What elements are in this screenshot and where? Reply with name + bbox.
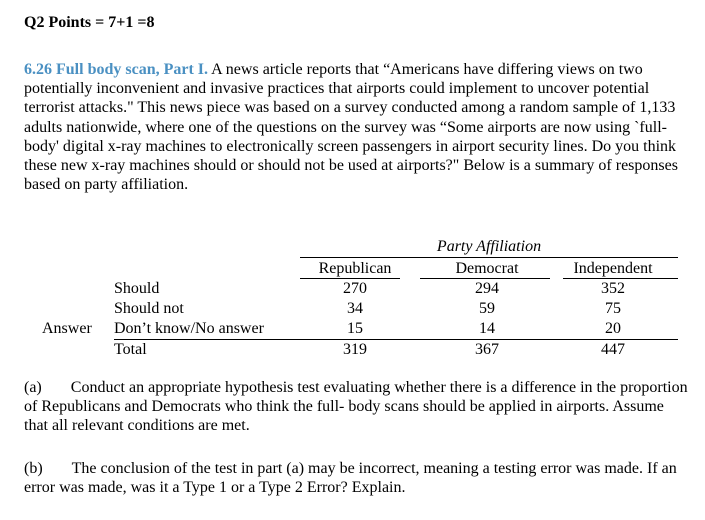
row-label-should: Should <box>114 280 160 297</box>
row-label-should-not: Should not <box>114 300 184 317</box>
row-label-dont-know: Don’t know/No answer <box>114 320 264 337</box>
cell-should-not-republican: 34 <box>347 300 363 317</box>
part-a-text: Conduct an appropriate hypothesis test evaluating whether there is a difference in the proportion of Republicans and Democrats who think the full- body scans should be applied in airports. Assume that all relevant conditions are met. <box>24 379 688 435</box>
part-b-label: (b) <box>24 460 43 477</box>
problem-paragraph <box>24 60 689 194</box>
table-divider-top <box>300 257 678 258</box>
cell-total-independent: 447 <box>601 341 625 358</box>
problem-body: A news article reports that “Americans have differing views on two potentially inconvenient and invasive practices that airports could implement to uncover potential terrorist attacks." This news piece was based on a survey conducted among a random sample of 1,133 adults nationwide, where one of the questions on the survey was “Some airports are now using `full-body' digital x-ray machines to electronically screen passengers in airport security lines. Do you think these new x-ray machines should or should not be used at airports?" Below is a summary of responses based on party affiliation. <box>24 61 678 194</box>
part-b <box>24 459 689 497</box>
part-a-label: (a) <box>24 379 42 396</box>
problem-label: 6.26 Full body scan, Part I. <box>24 61 209 78</box>
part-b-text: The conclusion of the test in part (a) may be incorrect, meaning a testing error was made. If an error was made, was it a Type 1 or a Type 2 Error? Explain. <box>24 460 677 497</box>
cell-should-republican: 270 <box>343 280 367 297</box>
row-group-label-answer: Answer <box>42 320 92 337</box>
column-header-independent: Independent <box>573 260 653 277</box>
question-heading: Q2 Points = 7+1 =8 <box>24 14 155 31</box>
cell-dont-know-independent: 20 <box>605 320 621 337</box>
cell-dont-know-republican: 15 <box>347 320 363 337</box>
cell-should-democrat: 294 <box>475 280 499 297</box>
cell-should-independent: 352 <box>601 280 625 297</box>
cell-should-not-democrat: 59 <box>479 300 495 317</box>
table-group-title: Party Affiliation <box>436 238 542 255</box>
cell-total-republican: 319 <box>343 341 367 358</box>
column-header-republican: Republican <box>318 260 392 277</box>
row-label-total: Total <box>114 341 147 358</box>
column-header-democrat: Democrat <box>455 260 519 277</box>
cell-dont-know-democrat: 14 <box>479 320 495 337</box>
cell-total-democrat: 367 <box>475 341 499 358</box>
cell-should-not-independent: 75 <box>605 300 621 317</box>
part-a <box>24 378 689 436</box>
